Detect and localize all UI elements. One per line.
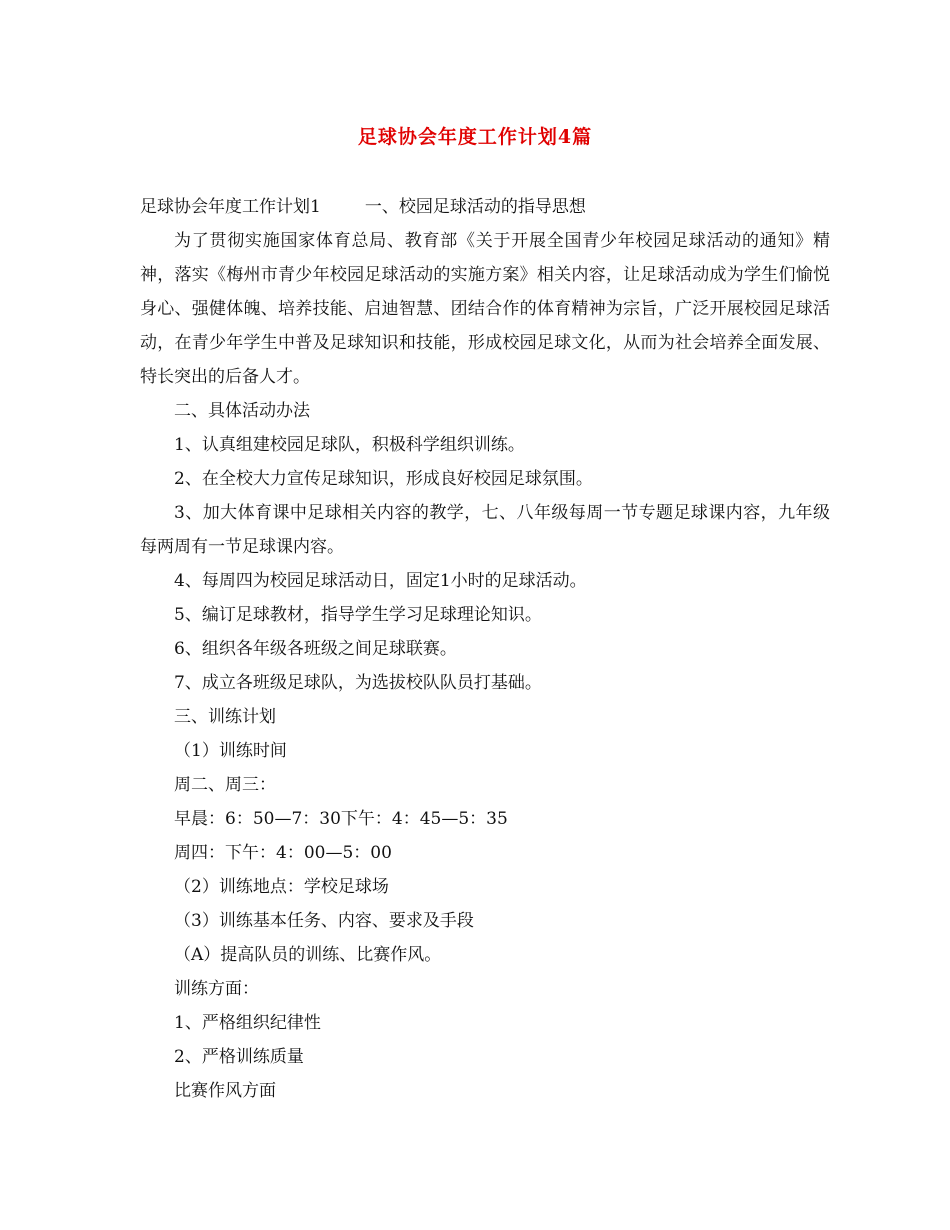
section3-heading: 三、训练计划: [174, 707, 276, 727]
plan-heading: 足球协会年度工作计划1: [140, 197, 321, 217]
match-aspect-heading: 比赛作风方面: [174, 1081, 276, 1101]
training-time-thursday: 周四：下午：4：00—5：00: [174, 843, 392, 863]
intro-paragraph: 为了贯彻实施国家体育总局、教育部《关于开展全国青少年校园足球活动的通知》精神，落实《梅州市青少年校园足球活动的实施方案》相关内容，让足球活动成为学生们愉悦身心、强健体魄、培养技能、启迪智慧、团结合作的体育精神为宗旨，广泛开展校园足球活动，在青少年学生中普及足球知识和技能，形成校园足球文化，从而为社会培养全面发展、特长突出的后备人才。: [140, 231, 830, 387]
list-item: 2、在全校大力宣传足球知识，形成良好校园足球氛围。: [174, 469, 593, 489]
training-days: 周二、周三：: [174, 775, 276, 795]
list-item: 1、认真组建校园足球队，积极科学组织训练。: [174, 435, 525, 455]
heading-line: [140, 190, 830, 224]
training-aspect-heading: 训练方面：: [174, 979, 259, 999]
document-title: 足球协会年度工作计划4篇: [357, 126, 593, 148]
training-time-morning-afternoon: 早晨：6：50—7：30下午：4：45—5：35: [174, 809, 508, 829]
list-item: 5、编订足球教材，指导学生学习足球理论知识。: [174, 605, 542, 625]
section2-heading: 二、具体活动办法: [174, 401, 310, 421]
section1-heading: 一、校园足球活动的指导思想: [364, 197, 586, 217]
document-body: [140, 190, 830, 1108]
list-item: 1、严格组织纪律性: [174, 1013, 321, 1033]
list-item: 3、加大体育课中足球相关内容的教学，七、八年级每周一节专题足球课内容，九年级每两周有一节足球课内容。: [140, 503, 830, 557]
list-item: 6、组织各年级各班级之间足球联赛。: [174, 639, 457, 659]
subsection-training-time: （1）训练时间: [174, 741, 287, 761]
list-item: 4、每周四为校园足球活动日，固定1小时的足球活动。: [174, 571, 587, 591]
list-item: 7、成立各班级足球队，为选拔校队队员打基础。: [174, 673, 542, 693]
subsection-a: （A）提高队员的训练、比赛作风。: [174, 945, 442, 965]
subsection-training-tasks: （3）训练基本任务、内容、要求及手段: [174, 911, 474, 931]
subsection-training-place: （2）训练地点：学校足球场: [174, 877, 389, 897]
list-item: 2、严格训练质量: [174, 1047, 304, 1067]
